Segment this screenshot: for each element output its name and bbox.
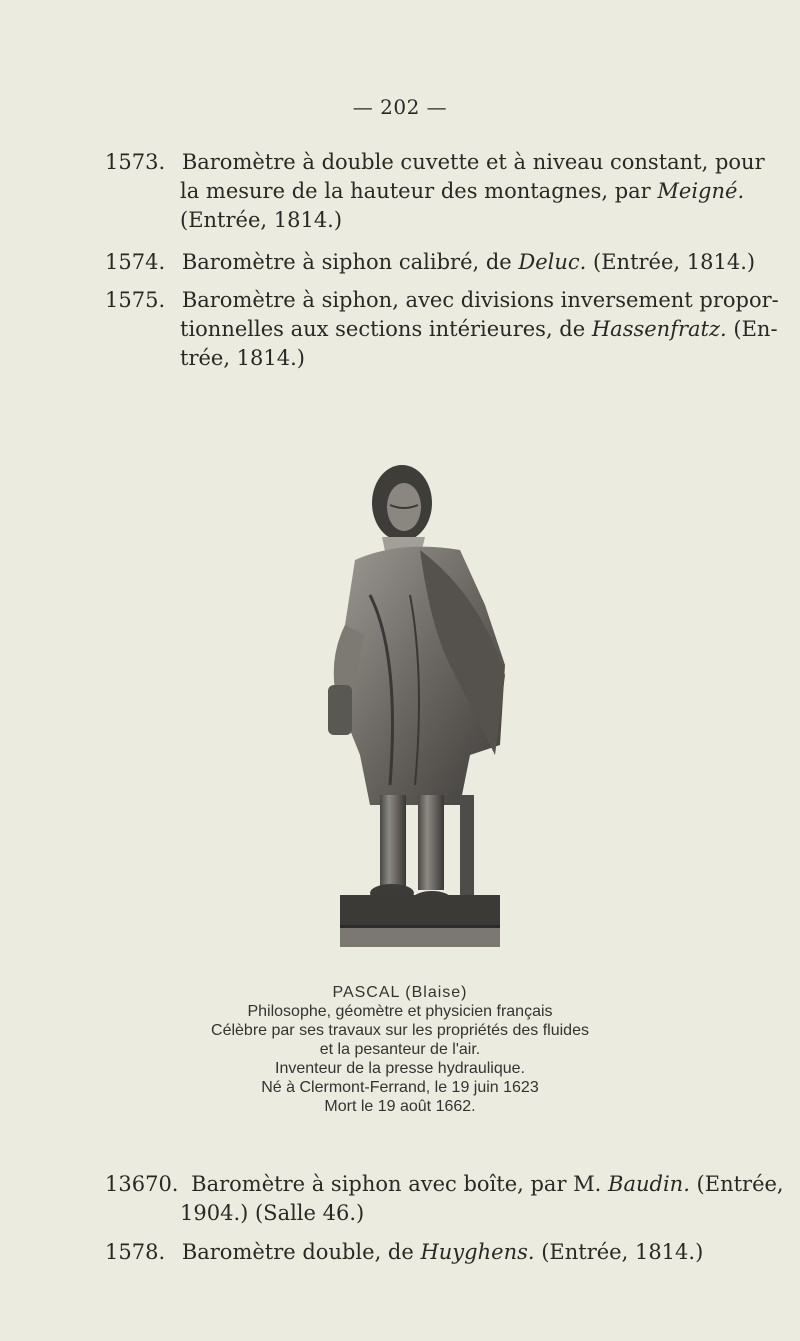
caption-line: Philosophe, géomètre et physicien français bbox=[247, 1003, 553, 1020]
entry-text: la mesure de la hauteur des montagnes, par bbox=[180, 179, 658, 203]
entry-number: 1578. bbox=[105, 1240, 166, 1264]
entry-line bbox=[105, 1170, 785, 1199]
entry-text: (Entrée, 1814.) bbox=[180, 208, 343, 232]
entry-text: Baromètre à double cuvette et à niveau constant, pour bbox=[181, 150, 765, 174]
entry-text: 1904.) (Salle 46.) bbox=[180, 1201, 365, 1225]
caption-line: et la pesanteur de l'air. bbox=[319, 1041, 481, 1058]
entry-text: tionnelles aux sections intérieures, de bbox=[180, 317, 592, 341]
entry-text: (Entrée, 1814.) bbox=[534, 1240, 704, 1264]
entry-line bbox=[105, 206, 765, 235]
author-name: Deluc. bbox=[518, 250, 587, 274]
author-name: Hassenfratz. bbox=[591, 317, 727, 341]
author-name: Meigné. bbox=[657, 179, 745, 203]
catalog-entry-1573 bbox=[105, 148, 765, 235]
catalog-entry-1578 bbox=[105, 1238, 785, 1267]
entry-line bbox=[105, 177, 765, 206]
entry-number: 13670. bbox=[105, 1172, 179, 1196]
caption-line: Mort le 19 août 1662. bbox=[324, 1098, 476, 1115]
entry-text: Baromètre à siphon calibré, de bbox=[181, 250, 519, 274]
entry-text: (Entrée, 1814.) bbox=[586, 250, 756, 274]
catalog-entry-13670 bbox=[105, 1170, 785, 1228]
caption-line: Inventeur de la presse hydraulique. bbox=[275, 1060, 525, 1077]
catalog-entry-1575 bbox=[105, 286, 785, 373]
entry-text: (En- bbox=[726, 317, 778, 341]
entry-line bbox=[105, 315, 785, 344]
entry-text: (Entrée, bbox=[689, 1172, 784, 1196]
entry-line bbox=[105, 148, 765, 177]
page-number: — 202 — bbox=[352, 95, 448, 119]
catalog-entry-1574 bbox=[105, 248, 785, 277]
author-name: Baudin. bbox=[608, 1172, 690, 1196]
entry-text: Baromètre double, de bbox=[181, 1240, 421, 1264]
entry-line bbox=[105, 344, 785, 373]
entry-line bbox=[105, 1199, 785, 1228]
entry-number: 1575. bbox=[105, 288, 166, 312]
entry-number: 1574. bbox=[105, 250, 166, 274]
author-name: Huyghens. bbox=[420, 1240, 535, 1264]
caption-line: Né à Clermont-Ferrand, le 19 juin 1623 bbox=[261, 1079, 539, 1096]
caption-title: PASCAL (Blaise) bbox=[332, 984, 468, 1001]
entry-text: Baromètre à siphon, avec divisions inversement propor- bbox=[181, 288, 779, 312]
entry-text: trée, 1814.) bbox=[180, 346, 305, 370]
figure-caption bbox=[0, 983, 800, 1116]
entry-text: Baromètre à siphon avec boîte, par M. bbox=[191, 1172, 609, 1196]
entry-number: 1573. bbox=[105, 150, 166, 174]
statue-of-pascal-image bbox=[300, 455, 520, 955]
caption-line: Célèbre par ses travaux sur les propriétés des fluides bbox=[211, 1022, 589, 1039]
entry-line bbox=[105, 286, 785, 315]
